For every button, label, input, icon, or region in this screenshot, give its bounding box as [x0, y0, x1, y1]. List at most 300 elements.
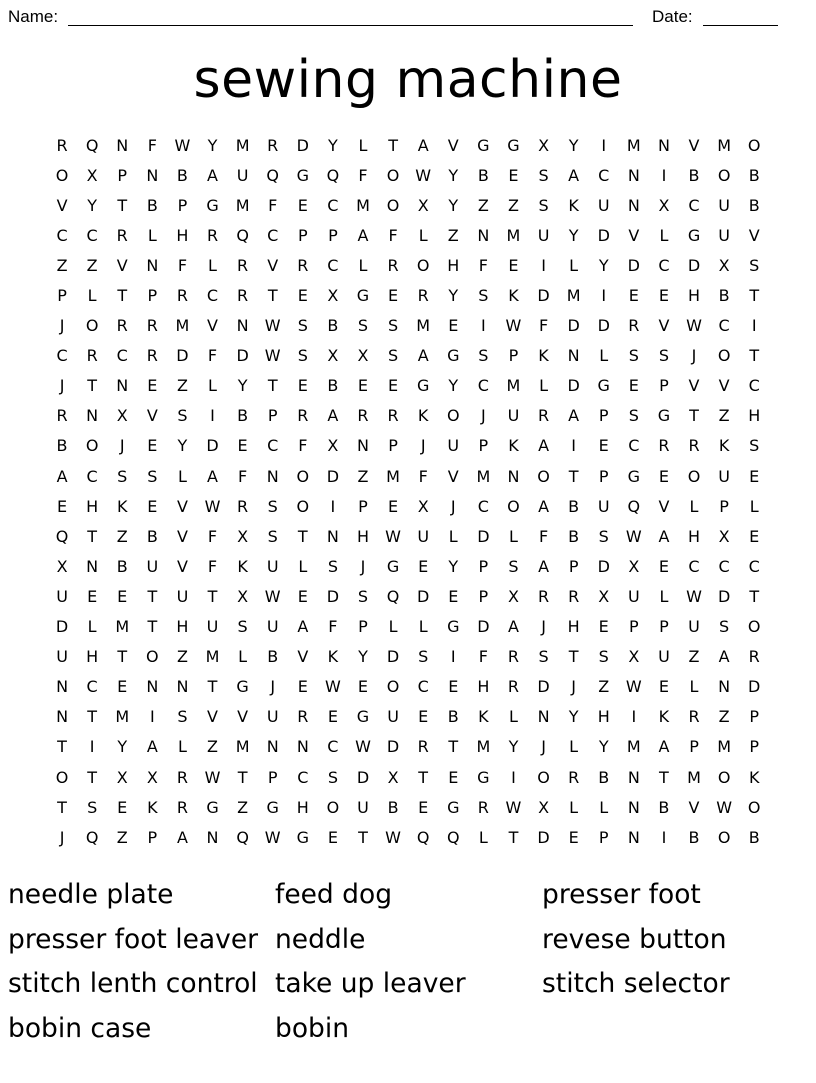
grid-letter[interactable]: T [358, 827, 368, 847]
grid-letter[interactable]: B [327, 376, 339, 396]
grid-letter[interactable]: C [327, 737, 339, 757]
grid-letter[interactable]: Z [688, 647, 700, 667]
grid-letter[interactable]: M [386, 466, 400, 486]
grid-letter[interactable]: E [237, 436, 248, 456]
grid-letter[interactable]: U [176, 586, 189, 606]
grid-letter[interactable]: J [481, 406, 486, 426]
grid-letter[interactable]: T [87, 376, 98, 396]
grid-letter[interactable]: G [236, 677, 249, 697]
grid-letter[interactable]: S [478, 286, 489, 306]
grid-letter[interactable]: C [86, 677, 98, 697]
grid-letter[interactable]: E [598, 617, 609, 637]
grid-letter[interactable]: S [538, 165, 549, 185]
grid-letter[interactable]: W [355, 737, 371, 757]
grid-letter[interactable]: U [56, 586, 68, 606]
grid-letter[interactable]: T [267, 286, 278, 306]
grid-letter[interactable]: R [688, 436, 700, 456]
grid-letter[interactable]: T [237, 767, 248, 787]
grid-letter[interactable]: V [688, 797, 700, 817]
grid-letter[interactable]: O [146, 647, 159, 667]
grid-letter[interactable]: O [326, 797, 340, 817]
grid-letter[interactable]: J [360, 556, 366, 576]
grid-letter[interactable]: P [177, 195, 188, 215]
grid-letter[interactable]: Z [207, 737, 218, 757]
grid-letter[interactable]: Q [55, 526, 69, 546]
grid-letter[interactable]: L [358, 255, 368, 275]
grid-letter[interactable]: B [748, 195, 760, 215]
grid-letter[interactable]: E [117, 677, 128, 697]
grid-letter[interactable]: O [717, 767, 731, 787]
grid-letter[interactable]: S [598, 647, 609, 667]
grid-letter[interactable]: V [658, 496, 670, 516]
grid-letter[interactable]: H [176, 617, 189, 637]
grid-letter[interactable]: O [687, 466, 701, 486]
grid-letter[interactable]: O [717, 827, 731, 847]
grid-letter[interactable]: F [207, 346, 218, 366]
grid-letter[interactable]: G [296, 827, 309, 847]
grid-letter[interactable]: E [418, 797, 429, 817]
grid-letter[interactable]: P [749, 707, 760, 727]
grid-letter[interactable]: T [117, 195, 128, 215]
grid-letter[interactable]: Y [237, 376, 248, 396]
grid-letter[interactable]: C [267, 436, 279, 456]
grid-letter[interactable]: N [326, 526, 339, 546]
grid-letter[interactable]: E [357, 376, 369, 396]
grid-letter[interactable]: I [541, 255, 546, 275]
grid-letter[interactable]: F [418, 466, 428, 486]
grid-letter[interactable]: U [266, 617, 279, 637]
grid-letter[interactable]: V [688, 376, 700, 396]
grid-letter[interactable]: A [56, 466, 68, 486]
grid-letter[interactable]: G [597, 376, 610, 396]
grid-letter[interactable]: E [508, 255, 519, 275]
grid-letter[interactable]: E [357, 677, 369, 697]
grid-letter[interactable]: S [237, 617, 248, 637]
grid-letter[interactable]: N [266, 737, 279, 757]
grid-letter[interactable]: T [297, 526, 308, 546]
grid-letter[interactable]: X [56, 556, 68, 576]
grid-letter[interactable]: G [687, 225, 701, 245]
grid-letter[interactable]: Z [116, 827, 128, 847]
grid-letter[interactable]: T [388, 135, 398, 155]
grid-letter[interactable]: N [627, 827, 640, 847]
grid-letter[interactable]: R [568, 767, 580, 787]
grid-letter[interactable]: E [117, 586, 128, 606]
grid-letter[interactable]: V [207, 316, 218, 336]
grid-letter[interactable]: L [599, 346, 609, 366]
grid-letter[interactable]: G [416, 376, 430, 396]
grid-letter[interactable]: W [625, 677, 642, 697]
grid-letter[interactable]: K [748, 767, 760, 787]
grid-letter[interactable]: C [327, 255, 339, 275]
grid-letter[interactable]: P [719, 496, 729, 516]
grid-letter[interactable]: M [476, 737, 491, 757]
grid-letter[interactable]: D [597, 316, 610, 336]
grid-letter[interactable]: R [56, 135, 68, 155]
grid-letter[interactable]: O [717, 346, 731, 366]
grid-letter[interactable]: Z [237, 797, 249, 817]
grid-letter[interactable]: E [297, 286, 308, 306]
grid-letter[interactable]: D [326, 586, 340, 606]
grid-letter[interactable]: B [477, 165, 489, 185]
grid-letter[interactable]: U [56, 647, 68, 667]
grid-letter[interactable]: G [477, 767, 490, 787]
grid-letter[interactable]: X [628, 556, 640, 576]
grid-letter[interactable]: J [541, 737, 546, 757]
grid-letter[interactable]: L [749, 496, 759, 516]
date-blank-line[interactable] [703, 5, 778, 26]
grid-letter[interactable]: Z [176, 376, 188, 396]
grid-letter[interactable]: S [388, 346, 399, 366]
grid-letter[interactable]: U [597, 496, 610, 516]
grid-letter[interactable]: P [598, 406, 609, 426]
grid-letter[interactable]: N [86, 406, 99, 426]
grid-letter[interactable]: N [116, 376, 129, 396]
grid-letter[interactable]: T [749, 286, 760, 306]
grid-letter[interactable]: H [748, 406, 761, 426]
grid-letter[interactable]: J [270, 677, 276, 697]
grid-letter[interactable]: D [296, 135, 309, 155]
grid-letter[interactable]: D [597, 225, 610, 245]
grid-letter[interactable]: S [388, 316, 399, 336]
grid-letter[interactable]: I [210, 406, 215, 426]
grid-letter[interactable]: E [658, 556, 669, 576]
grid-letter[interactable]: J [541, 617, 546, 637]
grid-letter[interactable]: X [387, 767, 399, 787]
grid-letter[interactable]: K [417, 406, 429, 426]
grid-letter[interactable]: C [748, 556, 760, 576]
grid-letter[interactable]: D [537, 286, 550, 306]
grid-letter[interactable]: M [115, 707, 130, 727]
grid-letter[interactable]: R [176, 286, 188, 306]
grid-letter[interactable]: T [147, 586, 158, 606]
grid-letter[interactable]: Z [718, 707, 730, 727]
grid-letter[interactable]: C [628, 436, 640, 456]
grid-letter[interactable]: R [206, 225, 219, 245]
grid-letter[interactable]: S [598, 526, 609, 546]
grid-letter[interactable]: M [235, 195, 250, 215]
grid-letter[interactable]: B [146, 526, 158, 546]
grid-letter[interactable]: G [266, 797, 279, 817]
grid-letter[interactable]: S [297, 316, 308, 336]
grid-letter[interactable]: W [204, 496, 221, 516]
grid-letter[interactable]: D [55, 617, 69, 637]
grid-letter[interactable]: O [386, 677, 400, 697]
grid-letter[interactable]: D [687, 255, 701, 275]
grid-letter[interactable]: Z [86, 255, 98, 275]
grid-letter[interactable]: L [238, 647, 248, 667]
grid-letter[interactable]: E [658, 286, 669, 306]
grid-letter[interactable]: N [176, 677, 189, 697]
grid-letter[interactable]: J [420, 436, 426, 456]
grid-letter[interactable]: V [688, 135, 700, 155]
grid-letter[interactable]: J [691, 346, 697, 366]
grid-letter[interactable]: L [87, 286, 97, 306]
grid-letter[interactable]: H [688, 286, 701, 306]
grid-letter[interactable]: M [356, 195, 370, 215]
grid-letter[interactable]: H [176, 225, 189, 245]
grid-letter[interactable]: D [386, 647, 400, 667]
grid-letter[interactable]: X [658, 195, 670, 215]
grid-letter[interactable]: B [688, 827, 700, 847]
grid-letter[interactable]: Y [207, 135, 218, 155]
grid-letter[interactable]: D [356, 767, 370, 787]
grid-letter[interactable]: E [749, 466, 760, 486]
grid-letter[interactable]: W [415, 165, 432, 185]
grid-letter[interactable]: V [297, 647, 309, 667]
grid-letter[interactable]: A [538, 436, 550, 456]
grid-letter[interactable]: B [568, 496, 580, 516]
grid-letter[interactable]: N [266, 466, 279, 486]
grid-letter[interactable]: S [177, 707, 188, 727]
grid-letter[interactable]: X [538, 797, 550, 817]
grid-letter[interactable]: F [388, 225, 398, 245]
grid-letter[interactable]: M [687, 767, 701, 787]
grid-letter[interactable]: D [537, 827, 550, 847]
grid-letter[interactable]: S [749, 436, 760, 456]
grid-letter[interactable]: H [356, 526, 369, 546]
grid-letter[interactable]: R [297, 255, 309, 275]
grid-letter[interactable]: Y [448, 376, 459, 396]
grid-letter[interactable]: K [147, 797, 158, 817]
grid-letter[interactable]: X [357, 346, 369, 366]
grid-letter[interactable]: V [267, 255, 279, 275]
grid-letter[interactable]: N [86, 556, 99, 576]
grid-letter[interactable]: R [86, 346, 98, 366]
grid-letter[interactable]: U [718, 466, 730, 486]
grid-letter[interactable]: E [327, 707, 338, 727]
grid-letter[interactable]: F [358, 165, 368, 185]
grid-letter[interactable]: X [417, 195, 429, 215]
grid-letter[interactable]: G [507, 135, 520, 155]
grid-letter[interactable]: G [296, 165, 309, 185]
grid-letter[interactable]: T [117, 647, 128, 667]
grid-letter[interactable]: P [147, 827, 158, 847]
grid-letter[interactable]: M [566, 286, 581, 306]
grid-letter[interactable]: B [146, 195, 158, 215]
grid-letter[interactable]: C [327, 195, 339, 215]
grid-letter[interactable]: U [658, 647, 670, 667]
grid-letter[interactable]: Q [627, 496, 641, 516]
grid-letter[interactable]: B [447, 707, 459, 727]
grid-letter[interactable]: D [386, 737, 400, 757]
grid-letter[interactable]: L [689, 496, 699, 516]
grid-letter[interactable]: A [357, 225, 369, 245]
grid-letter[interactable]: I [330, 496, 336, 516]
grid-letter[interactable]: N [146, 677, 159, 697]
grid-letter[interactable]: S [177, 406, 188, 426]
grid-letter[interactable]: D [326, 466, 340, 486]
grid-letter[interactable]: V [658, 316, 670, 336]
grid-letter[interactable]: S [267, 496, 278, 516]
grid-letter[interactable]: Z [477, 195, 489, 215]
grid-letter[interactable]: I [89, 737, 95, 757]
grid-letter[interactable]: I [661, 827, 667, 847]
grid-letter[interactable]: S [297, 346, 308, 366]
grid-letter[interactable]: U [266, 707, 279, 727]
grid-letter[interactable]: C [718, 316, 730, 336]
grid-letter[interactable]: I [511, 767, 516, 787]
grid-letter[interactable]: Y [117, 737, 128, 757]
grid-letter[interactable]: D [537, 677, 550, 697]
grid-letter[interactable]: V [718, 376, 730, 396]
grid-letter[interactable]: O [296, 466, 310, 486]
grid-letter[interactable]: V [447, 135, 459, 155]
grid-letter[interactable]: G [657, 406, 671, 426]
grid-letter[interactable]: N [56, 707, 69, 727]
grid-letter[interactable]: X [327, 436, 339, 456]
grid-letter[interactable]: Q [416, 827, 430, 847]
grid-letter[interactable]: T [508, 827, 519, 847]
grid-letter[interactable]: W [385, 526, 401, 546]
grid-letter[interactable]: M [717, 737, 732, 757]
grid-letter[interactable]: C [718, 556, 730, 576]
grid-letter[interactable]: L [599, 797, 609, 817]
grid-letter[interactable]: N [627, 195, 640, 215]
name-blank-line[interactable] [68, 5, 633, 26]
grid-letter[interactable]: E [658, 466, 669, 486]
grid-letter[interactable]: O [537, 466, 550, 486]
grid-letter[interactable]: R [237, 286, 249, 306]
grid-letter[interactable]: I [481, 316, 486, 336]
grid-letter[interactable]: Y [448, 286, 459, 306]
grid-letter[interactable]: Z [507, 195, 519, 215]
grid-letter[interactable]: Z [357, 466, 369, 486]
grid-letter[interactable]: X [598, 586, 610, 606]
grid-letter[interactable]: E [658, 677, 669, 697]
grid-letter[interactable]: L [448, 526, 458, 546]
grid-letter[interactable]: E [56, 496, 68, 516]
grid-letter[interactable]: T [207, 586, 218, 606]
grid-letter[interactable]: N [296, 737, 309, 757]
grid-letter[interactable]: X [146, 767, 158, 787]
grid-letter[interactable]: O [296, 496, 310, 516]
grid-letter[interactable]: C [598, 165, 610, 185]
grid-letter[interactable]: A [417, 346, 429, 366]
grid-letter[interactable]: Z [116, 526, 128, 546]
grid-letter[interactable]: D [477, 526, 490, 546]
grid-letter[interactable]: R [417, 286, 429, 306]
grid-letter[interactable]: Y [448, 556, 459, 576]
grid-letter[interactable]: R [417, 737, 429, 757]
grid-letter[interactable]: F [147, 135, 157, 155]
grid-letter[interactable]: D [627, 255, 640, 275]
grid-letter[interactable]: Y [568, 135, 579, 155]
grid-letter[interactable]: L [208, 376, 217, 396]
grid-letter[interactable]: B [116, 556, 128, 576]
grid-letter[interactable]: R [507, 677, 520, 697]
grid-letter[interactable]: K [568, 195, 579, 215]
grid-letter[interactable]: T [57, 797, 67, 817]
grid-letter[interactable]: A [538, 496, 550, 516]
grid-letter[interactable]: I [149, 707, 155, 727]
grid-letter[interactable]: E [448, 586, 459, 606]
grid-letter[interactable]: K [327, 647, 339, 667]
grid-letter[interactable]: N [477, 225, 490, 245]
grid-letter[interactable]: T [418, 767, 429, 787]
grid-letter[interactable]: B [327, 316, 339, 336]
grid-letter[interactable]: F [207, 526, 218, 546]
grid-letter[interactable]: S [538, 647, 549, 667]
grid-letter[interactable]: O [747, 797, 761, 817]
grid-letter[interactable]: F [328, 617, 338, 637]
grid-letter[interactable]: S [267, 526, 278, 546]
grid-letter[interactable]: V [56, 195, 68, 215]
grid-letter[interactable]: N [206, 827, 219, 847]
grid-letter[interactable]: D [597, 556, 610, 576]
grid-letter[interactable]: C [56, 346, 68, 366]
grid-letter[interactable]: N [56, 677, 69, 697]
grid-letter[interactable]: X [116, 767, 128, 787]
grid-letter[interactable]: H [597, 707, 610, 727]
grid-letter[interactable]: C [748, 376, 760, 396]
grid-letter[interactable]: A [417, 135, 429, 155]
grid-letter[interactable]: K [508, 436, 519, 456]
grid-letter[interactable]: E [388, 376, 399, 396]
grid-letter[interactable]: Z [598, 677, 610, 697]
grid-letter[interactable]: A [207, 165, 218, 185]
grid-letter[interactable]: R [537, 586, 550, 606]
grid-letter[interactable]: W [264, 827, 281, 847]
grid-letter[interactable]: P [478, 586, 489, 606]
grid-letter[interactable]: F [538, 526, 549, 546]
grid-letter[interactable]: U [627, 586, 640, 606]
grid-letter[interactable]: M [235, 135, 250, 155]
grid-letter[interactable]: T [87, 526, 98, 546]
grid-letter[interactable]: W [174, 135, 191, 155]
grid-letter[interactable]: E [448, 316, 459, 336]
grid-letter[interactable]: K [116, 496, 128, 516]
grid-letter[interactable]: C [56, 225, 68, 245]
grid-letter[interactable]: D [206, 436, 219, 456]
grid-letter[interactable]: N [567, 346, 580, 366]
grid-letter[interactable]: A [146, 737, 158, 757]
grid-letter[interactable]: S [357, 316, 369, 336]
grid-letter[interactable]: T [87, 767, 98, 787]
grid-letter[interactable]: L [659, 225, 669, 245]
grid-letter[interactable]: V [207, 707, 218, 727]
grid-letter[interactable]: P [598, 827, 609, 847]
grid-letter[interactable]: Y [87, 195, 98, 215]
grid-letter[interactable]: U [507, 406, 520, 426]
grid-letter[interactable]: S [418, 647, 429, 667]
grid-letter[interactable]: R [146, 316, 158, 336]
grid-letter[interactable]: T [267, 376, 278, 396]
grid-letter[interactable]: L [478, 827, 488, 847]
grid-letter[interactable]: C [658, 255, 670, 275]
grid-letter[interactable]: L [147, 225, 157, 245]
grid-letter[interactable]: T [57, 737, 67, 757]
grid-letter[interactable]: P [358, 617, 368, 637]
grid-letter[interactable]: X [718, 526, 730, 546]
grid-letter[interactable]: L [569, 255, 579, 275]
grid-letter[interactable]: E [327, 827, 338, 847]
grid-letter[interactable]: Y [448, 195, 459, 215]
grid-letter[interactable]: A [207, 466, 218, 486]
grid-letter[interactable]: U [236, 165, 249, 185]
grid-letter[interactable]: B [598, 767, 610, 787]
grid-letter[interactable]: W [264, 586, 281, 606]
grid-letter[interactable]: E [568, 827, 579, 847]
grid-letter[interactable]: X [327, 286, 339, 306]
grid-letter[interactable]: T [147, 617, 158, 637]
grid-letter[interactable]: L [569, 737, 579, 757]
grid-letter[interactable]: F [177, 255, 188, 275]
grid-letter[interactable]: R [507, 647, 520, 667]
grid-letter[interactable]: I [571, 436, 576, 456]
grid-letter[interactable]: G [356, 707, 370, 727]
grid-letter[interactable]: E [448, 677, 459, 697]
